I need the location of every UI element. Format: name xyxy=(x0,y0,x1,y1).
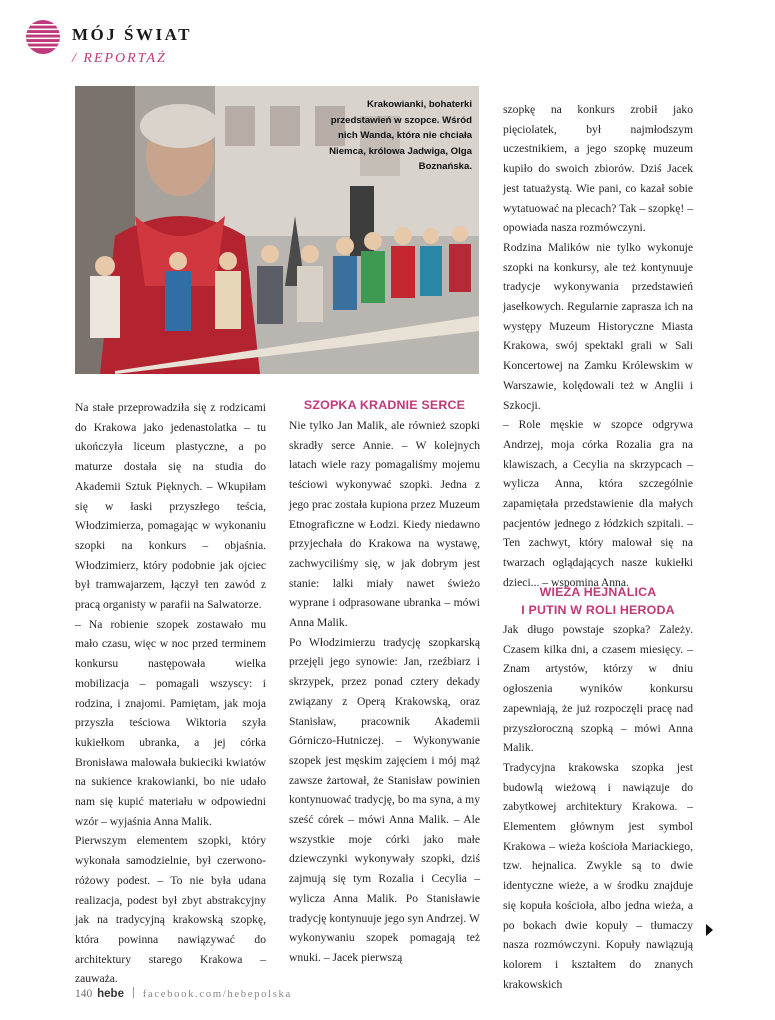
paragraph: Rodzina Malików nie tylko wykonuje szopki na konkursy, ale też kontynuuje tradycje wykonywania przedstawień jasełkowych. Regularnie zaprasza ich na występy Muzeum Historyczne Miasta Krakowa, swój spektakl grali w Sali Koncertowej na Zamku Królewskim w Warszawie, kolędowali też w Anglii i Szkocji. xyxy=(503,240,693,412)
paragraph: Jak długo powstaje szopka? Zależy. Czasem kilka dni, a czasem miesięcy. – Znam artystów, którzy w dniu ogłoszenia wyników konkursu zapewniają, że już rozpoczęli pracę nad przyszłoroczną szopką – mówi Anna Malik. xyxy=(503,623,693,755)
section-logo-icon xyxy=(26,20,60,54)
article-column-3 xyxy=(503,100,693,593)
paragraph: Tradycyjna krakowska szopka jest budowlą wieżową i nawiązuje do zabytkowej architektury Krakowa. – Elementem głównym jest symbol Krakowa – wieża kościoła Mariackiego, tzw. hejnalica. Zwykle są to dwie identyczne wieże, a w środku znajduje się kopuła kościoła, albo jedna wieża, a po bokach dwie kopuły – tłumaczy nasza rozmówczyni. Kopuły nawiązują kolorem i kształtem do znanych krakowskich xyxy=(503,760,693,991)
paragraph: szopkę na konkurs zrobił jako pięciolatek, był najmłodszym uczestnikiem, a jego szopkę muzeum kupiło do swoich zbiorów. Dziś Jacek jest tatuażystą. Wie pani, co kazał sobie wytatuować na plecach? Tak – szopkę! – opowiada nasza rozmówczyni. xyxy=(503,103,693,235)
subheading xyxy=(503,583,693,619)
footer-divider xyxy=(133,987,134,998)
facebook-link[interactable]: facebook.com/hebepolska xyxy=(142,988,292,1000)
subheading-line: I PUTIN W ROLI HERODA xyxy=(521,603,675,617)
paragraph: Po Włodzimierzu tradycję szopkarską przejęli jego synowie: Jan, rzeźbiarz i skrzypek, przez ponad cztery dekady związany z Operą Krakowską, oraz Stanisław, pracownik Akademii Górniczo-Hutniczej. – Wykonywanie szopek jest męskim zajęciem i mój mąż zawsze żartował, że Stanisław powinien kontynuować tradycję, bo ma syna, a my sześć córek – mówi Anna Malik. – Ale wszystkie moje córki jako małe dziewczynki wykonywały szopki, dziś zajmują się tym Rozalia i Cecylia – wylicza Anna Malik. Po Stanisławie tradycję kontynuuje jego syn Andrzej. W wykonywaniu szopek pomagają też wnuki. – Jacek pierwszą xyxy=(289,635,480,964)
paragraph: – Role męskie w szopce odgrywa Andrzej, moja córka Rozalia gra na klawiszach, a Cecylia na skrzypcach – wylicza Anna, która szczególnie zapamiętała przedstawienie dla małych pacjentów jednego z łódzkich szpitali. – Ten zachwyt, który malował się na twarzach oglądających nasze kukiełki dzieci... – wspomina Anna. xyxy=(503,418,693,589)
photo-caption: Krakowianki, bohaterki przedstawień w szopce. Wśród nich Wanda, która nie chciała Niemca, królowa Jadwiga, Olga Boznańska. xyxy=(329,99,472,172)
page-number: 140 xyxy=(75,988,93,1000)
paragraph: Nie tylko Jan Malik, ale również szopki skradły serce Annie. – W kolejnych latach wiele razy pomagaliśmy mojemu teściowi wykonywać szopki. Jedna z jego prac została kupiona przez Muzeum Etnograficzne w Łodzi. Kiedy niedawno przyjechała do Krakowa na wystawę, zachwyciliśmy się, w jak dobrym jest stanie: lalki miały nawet świeżo wyprane i odprasowane ubranka – mówi Anna Malik. xyxy=(289,419,480,630)
article-column-3-continued xyxy=(503,620,693,994)
paragraph: Pierwszym elementem szopki, który wykonała samodzielnie, był czerwono-różowy podest. – To nie była udana realizacja, podest był zbyt abstrakcyjny jak na tradycyjną krakowską szopkę, która powinna nawiązywać do architektury starego Krakowa – zauważa. xyxy=(75,834,266,986)
section-subtitle: / REPORTAŻ xyxy=(72,51,167,66)
article-column-2 xyxy=(289,416,480,968)
article-column-1 xyxy=(75,398,266,989)
subheading: SZOPKA KRADNIE SERCE xyxy=(303,398,466,412)
continue-arrow-icon xyxy=(706,924,713,936)
paragraph: – Na robienie szopek zostawało mu mało czasu, więc w noc przed terminem konkursu następowała wielka mobilizacja – pomagali wszyscy: i rodzina, i znajomi. Pamiętam, jak moja przyszła teściowa Wiktoria szyła kukiełkom ubranka, a jej córka Bronisława malowała bukieciki kwiatów na sukience krakowianki, bo nie udało nam się kupić materiału w odpowiedni wzór – wyjaśnia Anna Malik. xyxy=(75,617,266,828)
paragraph: Na stałe przeprowadziła się z rodzicami do Krakowa jako jedenastolatka – tu ukończyła liceum plastyczne, a po maturze dostała się na studia do Akademii Sztuk Pięknych. – Wkupiłam się w łaski przyszłego teścia, Włodzimierza, pomagając w wykonaniu szopki na konkurs – objaśnia. Włodzimierz, który podobnie jak ojciec był tramwajarzem, łączył ten zawód z pracą organisty w parafii na Salwatorze. xyxy=(75,401,266,612)
page-footer xyxy=(75,987,292,1000)
section-title: MÓJ ŚWIAT xyxy=(72,25,192,44)
magazine-brand: hebe xyxy=(97,988,124,1000)
subheading-line: WIEŻA HEJNALICA xyxy=(539,585,657,599)
